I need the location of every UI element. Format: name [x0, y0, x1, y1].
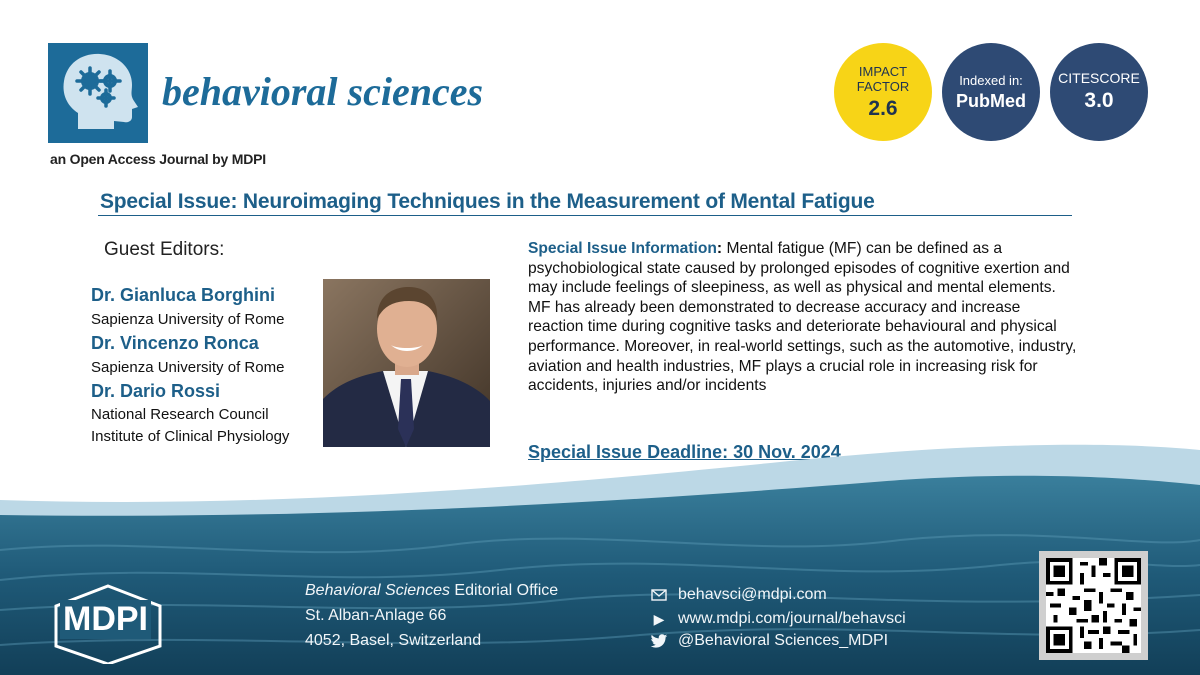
contact-twitter[interactable]	[650, 632, 888, 650]
editor-photo	[323, 279, 490, 447]
editorial-office-title	[305, 582, 558, 600]
journal-logo	[48, 43, 148, 143]
editor-name: Dr. Gianluca Borghini	[91, 285, 276, 305]
information-text: Mental fatigue (MF) can be defined as a psychobiological state caused by prolonged episodes of cognitive exertion and may include feelings of sleepiness, as well as physical and mental elements. MF has already been demonstrated to decrease accuracy and increase reaction time during cognitive tasks and deteriorate behavioural and physical performance. Moreover, in real-world settings, such as the automotive, industry, aviation and health industries, MF plays a crucial role in increasing risk for accidents, injuries and/or incidents	[528, 240, 1077, 395]
mdpi-logo	[48, 584, 168, 669]
indexed-value: PubMed	[956, 90, 1026, 111]
contact-website[interactable]	[650, 610, 906, 628]
office-address-line-2: 4052, Basel, Switzerland	[305, 632, 482, 649]
contact-email[interactable]	[650, 586, 827, 604]
qr-code[interactable]	[1039, 551, 1148, 660]
information-label: Special Issue Information	[528, 240, 717, 257]
office-address-line-1: St. Alban-Anlage 66	[305, 607, 447, 624]
office-title-rest: Editorial Office	[449, 582, 559, 599]
special-issue-title: Special Issue: Neuroimaging Techniques in the Measurement of Mental Fatigue	[100, 190, 875, 213]
editor-affiliation-2: Institute of Clinical Physiology	[91, 428, 290, 445]
citescore-badge	[1050, 43, 1148, 141]
twitter-bird-icon	[650, 634, 668, 649]
office-journal-name: Behavioral Sciences	[305, 582, 450, 599]
special-issue-information: Special Issue Information: Mental fatigue (MF) can be defined as a psychobiological state caused by prolonged episodes of cognitive exertion and may include feelings of sleepiness, as well as physical and mental elements. MF has already been demonstrated to decrease accuracy and increase reaction time during cognitive tasks and deteriorate behavioural and physical performance. Moreover, in real-world settings, such as the automotive, industry, aviation and health industries, MF plays a crucial role in increasing risk for accidents, injuries and/or incidents	[528, 240, 1077, 395]
editor-affiliation: Sapienza University of Rome	[91, 311, 285, 328]
website-link[interactable]: www.mdpi.com/journal/behavsci	[678, 610, 906, 627]
twitter-handle[interactable]: @Behavioral Sciences_MDPI	[678, 632, 889, 649]
impact-factor-label-2: FACTOR	[856, 78, 910, 94]
impact-factor-badge	[834, 43, 932, 141]
head-gears-icon	[48, 43, 148, 143]
editor-name: Dr. Dario Rossi	[91, 381, 221, 401]
guest-editors-label: Guest Editors:	[104, 239, 225, 260]
impact-factor-value: 2.6	[868, 96, 898, 120]
editor-affiliation: Sapienza University of Rome	[91, 359, 285, 376]
mail-icon	[650, 589, 668, 601]
citescore-value: 3.0	[1084, 89, 1114, 112]
play-arrow-icon: ▶	[653, 610, 665, 627]
title-divider	[98, 215, 1072, 216]
journal-title: behavioral sciences	[162, 69, 484, 114]
impact-factor-label-1: IMPACT	[858, 63, 908, 79]
indexed-label: Indexed in:	[959, 72, 1023, 88]
mdpi-logo-text: MDPI	[60, 600, 151, 639]
editor-name: Dr. Vincenzo Ronca	[91, 333, 259, 353]
editor-affiliation: National Research Council	[91, 406, 269, 423]
footer-wave-background	[0, 440, 1200, 675]
indexed-badge	[942, 43, 1040, 141]
citescore-label: CITESCORE	[1058, 70, 1140, 86]
journal-subtitle: an Open Access Journal by MDPI	[50, 151, 266, 167]
deadline-link[interactable]: Special Issue Deadline: 30 Nov. 2024	[528, 442, 841, 462]
email-link[interactable]: behavsci@mdpi.com	[678, 586, 827, 603]
